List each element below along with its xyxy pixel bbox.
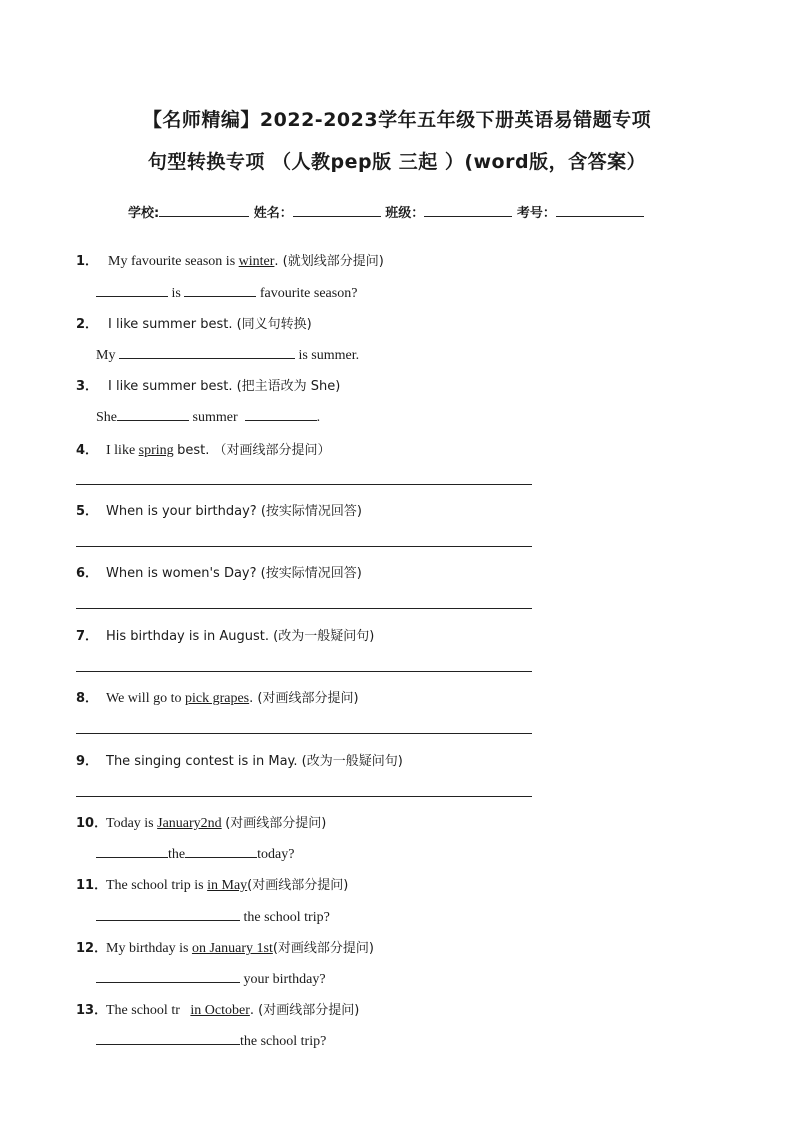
question-number: 2． [76, 317, 99, 332]
answer-blank[interactable] [119, 344, 295, 359]
answer-blank[interactable] [96, 1030, 240, 1045]
question-3: 3． I like summer best. (把主语改为 She) [76, 375, 340, 395]
answer-blank[interactable] [96, 843, 168, 858]
answer-blank[interactable] [96, 906, 240, 921]
answer-1: is favourite season? [96, 282, 357, 302]
question-7: 7． His birthday is in August. (改为一般疑问句) [76, 625, 374, 645]
question-number: 4． [76, 443, 99, 458]
question-1: 1． My favourite season is winter. (就划线部分提问) [76, 250, 384, 270]
question-number: 13． [76, 1003, 108, 1018]
school-blank[interactable] [159, 203, 249, 217]
underlined-part: winter [238, 254, 275, 269]
answer-line-5[interactable] [76, 546, 532, 547]
school-label: 学校: [128, 206, 160, 221]
answer-12: your birthday? [96, 968, 326, 988]
student-info-row [128, 202, 644, 221]
answer-line-4[interactable] [76, 484, 532, 485]
answer-blank[interactable] [184, 282, 256, 297]
question-number: 3． [76, 379, 99, 394]
question-8: 8． We will go to pick grapes. (对画线部分提问) [76, 687, 359, 707]
answer-line-6[interactable] [76, 608, 532, 609]
question-9: 9． The singing contest is in May. (改为一般疑问句) [76, 750, 403, 770]
name-label: 姓名： [253, 206, 293, 221]
answer-line-9[interactable] [76, 796, 532, 797]
underlined-part: in May [207, 878, 248, 893]
answer-blank[interactable] [245, 406, 317, 421]
question-number: 8． [76, 691, 99, 706]
underlined-part: on January 1st [191, 941, 273, 956]
title-line-1: 【名师精编】2022-2023学年五年级下册英语易错题专项 [142, 109, 652, 131]
answer-13: the school trip? [96, 1030, 326, 1050]
answer-3: She summer . [96, 406, 320, 426]
answer-11: the school trip? [96, 906, 330, 926]
question-12: 12．My birthday is on January 1st(对画线部分提问) [76, 937, 374, 957]
question-2: 2． I like summer best. (同义句转换) [76, 313, 312, 333]
exam-no-blank[interactable] [556, 203, 644, 217]
question-10: 10．Today is January2nd (对画线部分提问) [76, 812, 326, 832]
answer-blank[interactable] [96, 282, 168, 297]
underlined-part: January2nd [157, 816, 222, 831]
question-4: 4． I like spring best. （对画线部分提问） [76, 439, 331, 459]
question-13: 13．The school tr in October. (对画线部分提问) [76, 999, 359, 1019]
answer-blank[interactable] [96, 968, 240, 983]
answer-line-7[interactable] [76, 671, 532, 672]
question-number: 6． [76, 566, 99, 581]
question-11: 11．The school trip is in May(对画线部分提问) [76, 874, 348, 894]
answer-blank[interactable] [185, 843, 257, 858]
exam-no-label: 考号： [516, 206, 556, 221]
question-number: 12． [76, 941, 108, 956]
question-number: 11． [76, 878, 108, 893]
question-number: 1． [76, 254, 99, 269]
question-number: 7． [76, 629, 99, 644]
question-number: 10． [76, 816, 108, 831]
class-blank[interactable] [424, 203, 512, 217]
answer-line-8[interactable] [76, 733, 532, 734]
title-line-2: 句型转换专项 （人教pep版 三起 ）(word版，含答案） [147, 151, 647, 173]
underlined-part: in October [190, 1003, 250, 1018]
answer-2: My is summer. [96, 344, 359, 364]
question-number: 5． [76, 504, 99, 519]
underlined-part: pick grapes [184, 691, 250, 706]
question-number: 9． [76, 754, 99, 769]
question-6: 6． When is women's Day? (按实际情况回答) [76, 562, 362, 582]
class-label: 班级： [385, 206, 425, 221]
underlined-part: spring [138, 443, 174, 458]
answer-10: the today? [96, 843, 294, 863]
question-5: 5． When is your birthday? (按实际情况回答) [76, 500, 362, 520]
name-blank[interactable] [293, 203, 381, 217]
answer-blank[interactable] [117, 406, 189, 421]
